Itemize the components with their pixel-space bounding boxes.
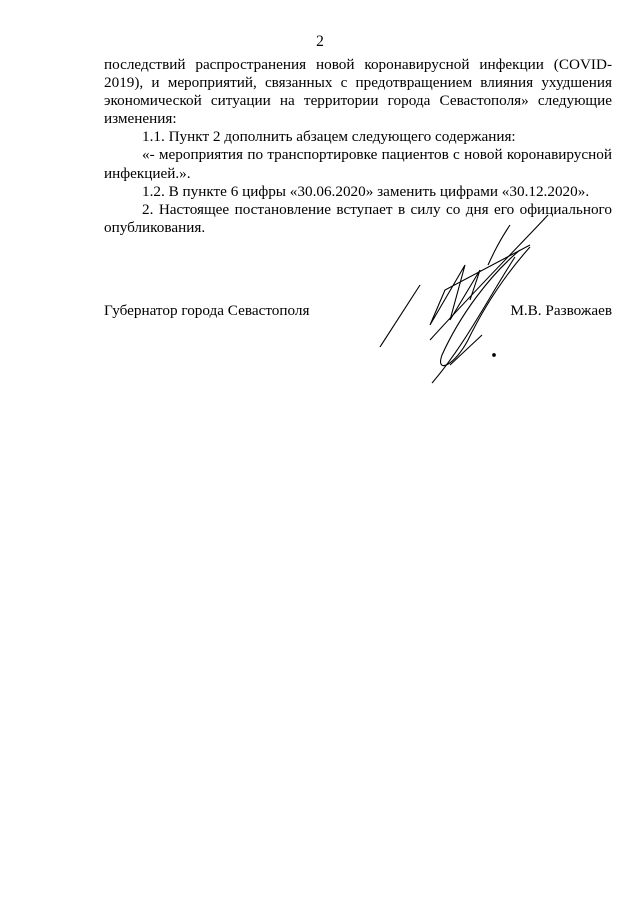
paragraph: «- мероприятия по транспортировке пациентов с новой коронавирусной инфекцией.». (104, 146, 612, 182)
paragraph: 1.2. В пункте 6 цифры «30.06.2020» заменить цифрами «30.12.2020». (142, 182, 590, 200)
handwritten-signature (370, 205, 570, 395)
paragraph: 2. Настоящее постановление вступает в силу со дня его официального опубликования. (104, 200, 612, 236)
signatory-title: Губернатор города Севастополя (104, 302, 310, 319)
paragraph: 1.1. Пункт 2 дополнить абзацем следующего содержания: (142, 128, 516, 146)
signatory-name: М.В. Развожаев (510, 302, 612, 319)
page-number: 2 (316, 33, 324, 50)
paragraph: последствий распространения новой коронавирусной инфекции (COVID-2019), и мероприятий, связанных с предотвращением влияния ухудшения экономической ситуации на территории города Севастополя» следующие изменения: (104, 56, 612, 128)
